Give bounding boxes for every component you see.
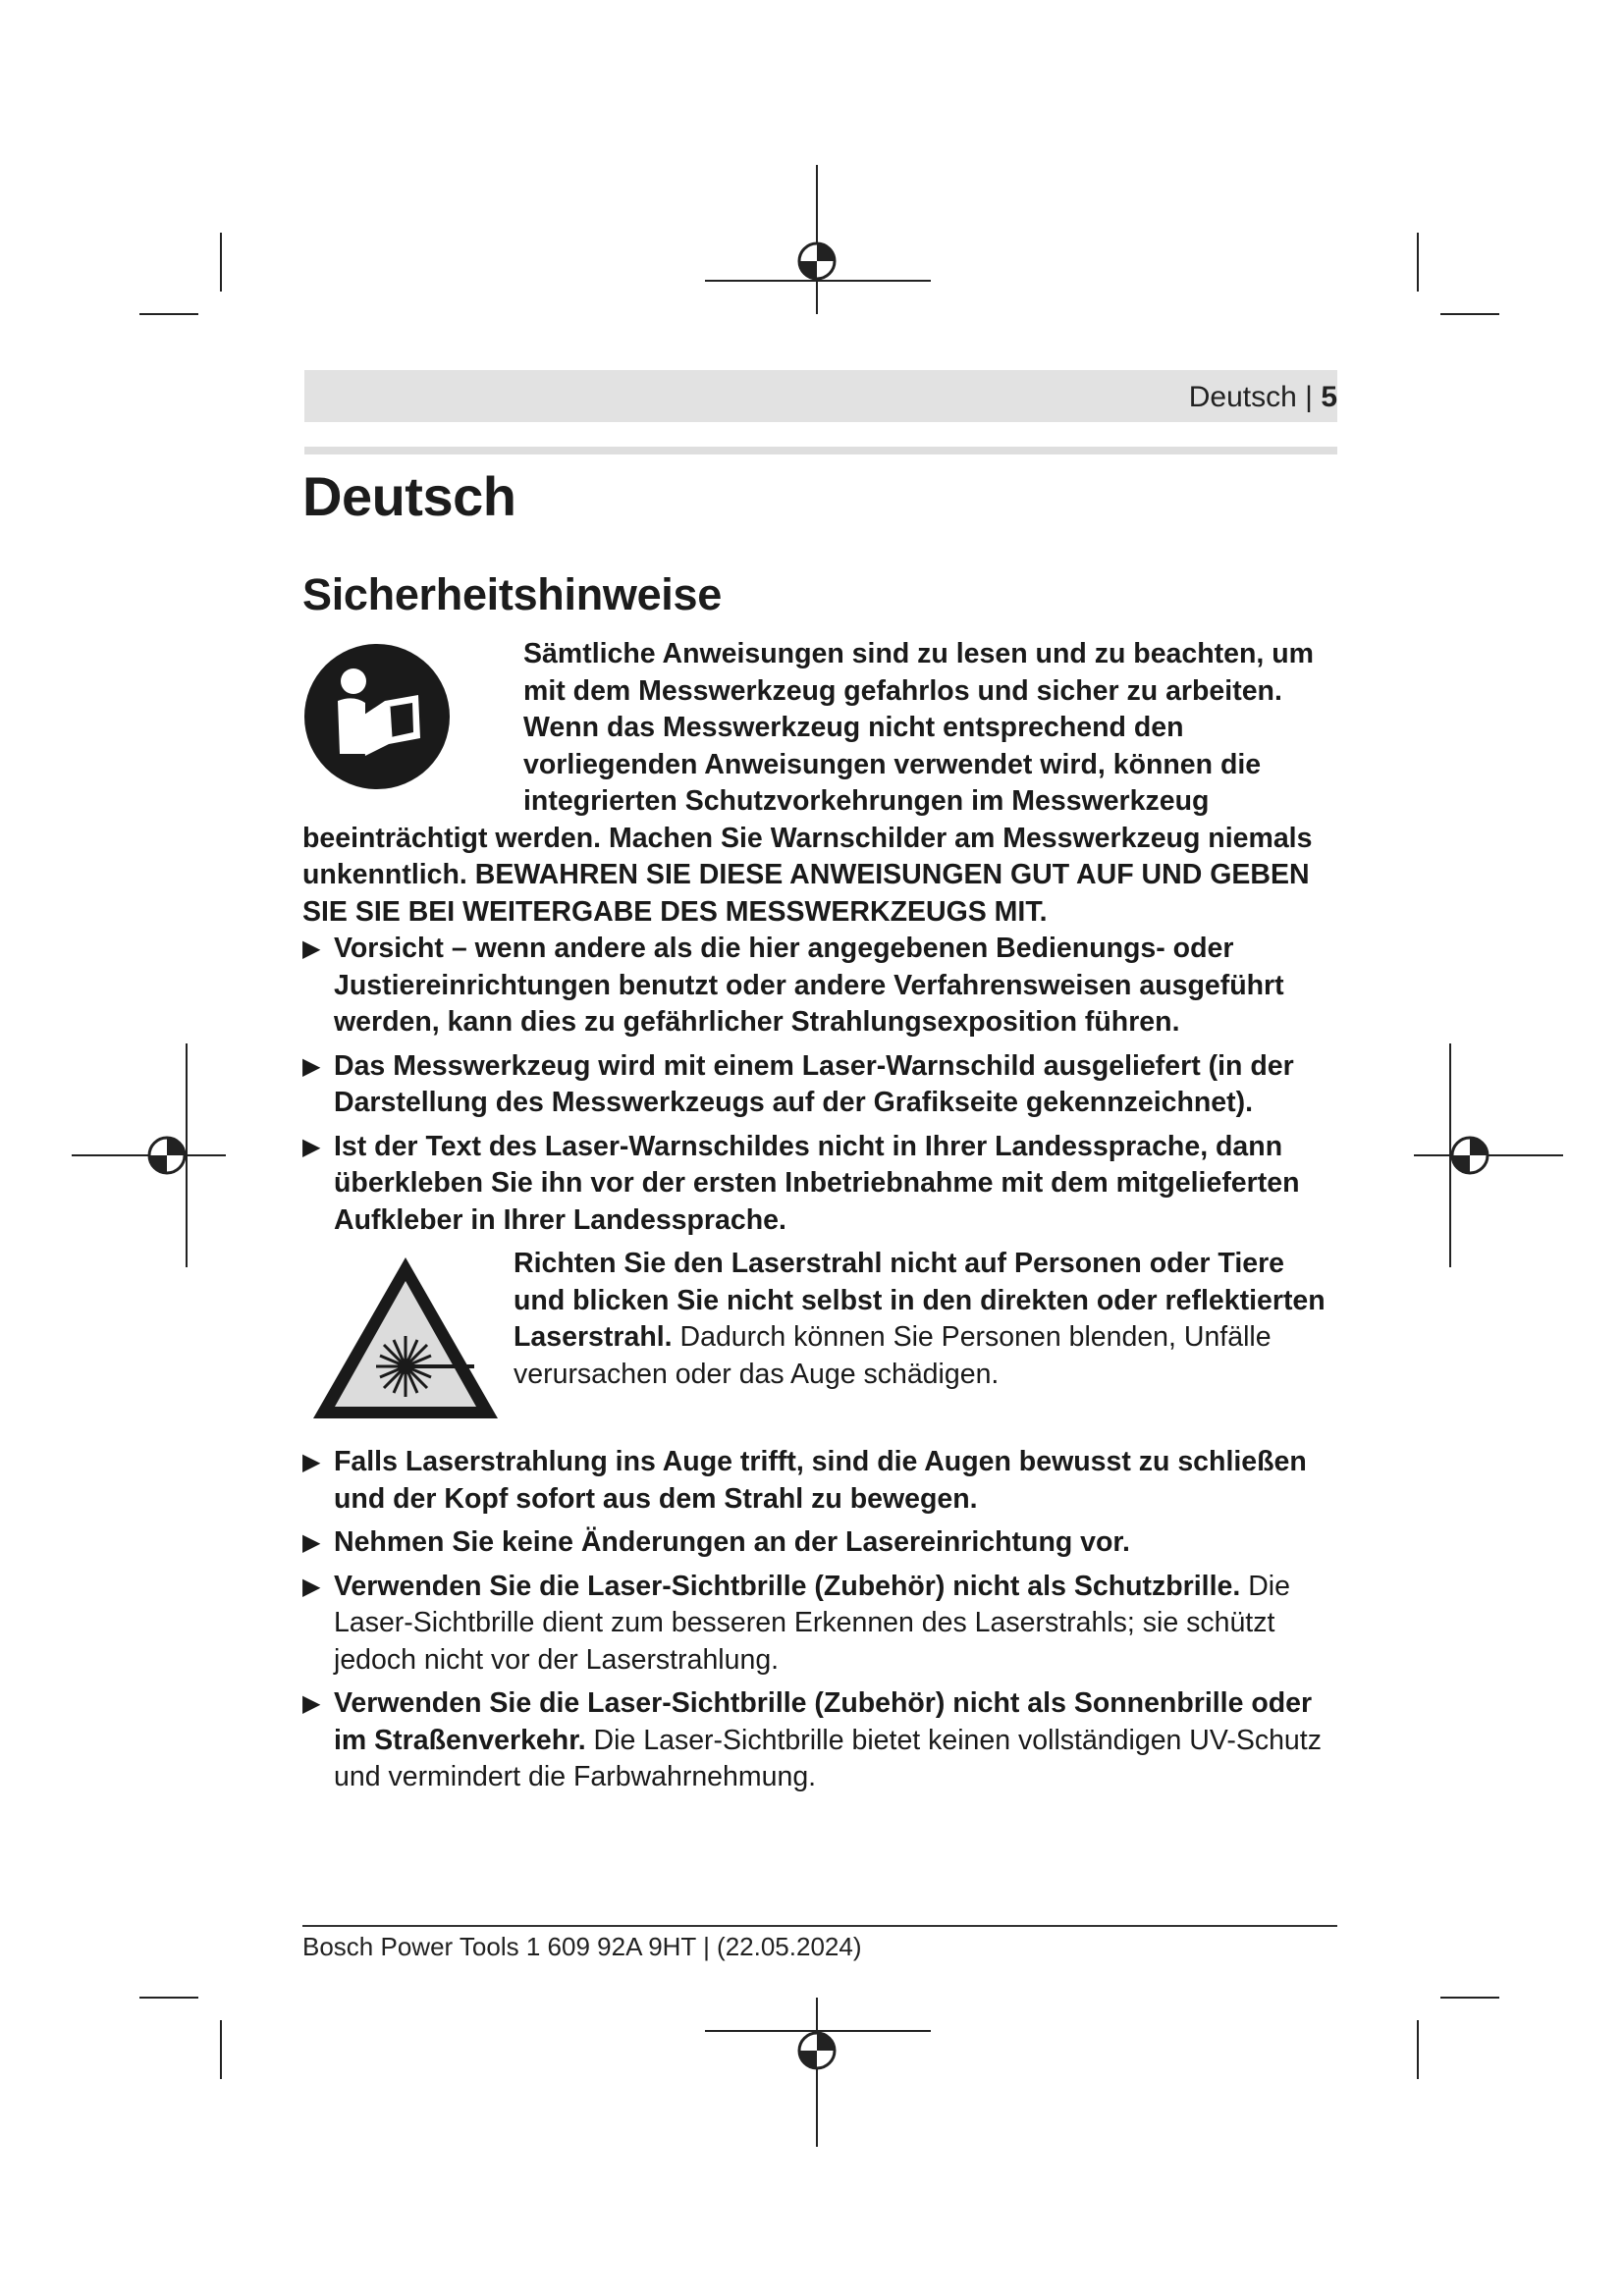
list-item bbox=[302, 1129, 1341, 1240]
page-title: Deutsch bbox=[302, 465, 516, 527]
bullet-arrow-icon: ▶ bbox=[302, 1690, 321, 1717]
laser-warning-bold: Richten Sie den Laserstrahl nicht auf Personen oder Tiere und blicken Sie nicht selbst in den direkten oder reflektierten Laserstrahl. bbox=[514, 1248, 1326, 1353]
page-footer: Bosch Power Tools 1 609 92A 9HT | (22.05.2024) bbox=[302, 1932, 862, 1961]
bullet-text-bold: Nehmen Sie keine Änderungen an der Lasereinrichtung vor. bbox=[334, 1526, 1130, 1558]
header-rule bbox=[304, 447, 1337, 454]
bullet-arrow-icon: ▶ bbox=[302, 1133, 321, 1160]
laser-warning-normal: Dadurch können Sie Personen blenden, Unfälle verursachen oder das Auge schädigen. bbox=[514, 1321, 1272, 1390]
laser-warning-block bbox=[302, 1246, 1341, 1426]
list-item bbox=[302, 931, 1341, 1041]
registration-target-right bbox=[1452, 1138, 1488, 1173]
bullet-list-a bbox=[302, 931, 1341, 1239]
bullet-text: Die Laser-Sichtbrille bietet keinen vollständigen UV-Schutz und vermindert die Farbwahrnehmung. bbox=[334, 1724, 1322, 1792]
list-item bbox=[302, 1444, 1341, 1518]
header-separator: | bbox=[1305, 381, 1313, 413]
footer-rule bbox=[302, 1925, 1337, 1927]
header-section: Deutsch bbox=[1188, 381, 1297, 413]
list-item bbox=[302, 1524, 1341, 1562]
bullet-text: Die Laser-Sichtbrille dient zum besseren Erkennen des Laserstrahls; sie schützt jedoch nicht vor der Laserstrahlung. bbox=[334, 1570, 1290, 1676]
read-manual-icon bbox=[302, 636, 523, 789]
bullet-list-b bbox=[302, 1444, 1341, 1796]
bullet-text-bold: Das Messwerkzeug wird mit einem Laser-Warnschild ausgeliefert (in der Darstellung des Messwerkzeugs auf der Grafikseite gekennzeichnet). bbox=[334, 1049, 1294, 1118]
bullet-text-bold: Verwenden Sie die Laser-Sichtbrille (Zubehör) nicht als Schutzbrille. bbox=[334, 1570, 1241, 1602]
bullet-arrow-icon: ▶ bbox=[302, 935, 321, 962]
bullet-arrow-icon: ▶ bbox=[302, 1529, 321, 1556]
bullet-arrow-icon: ▶ bbox=[302, 1449, 321, 1475]
registration-target-top bbox=[799, 243, 835, 279]
bullet-text-bold: Verwenden Sie die Laser-Sichtbrille (Zubehör) nicht als Sonnenbrille oder im Straßenverkehr. bbox=[334, 1687, 1313, 1756]
registration-target-bottom bbox=[799, 2033, 835, 2068]
list-item bbox=[302, 1048, 1341, 1122]
list-item bbox=[302, 1685, 1341, 1796]
section-heading: Sicherheitshinweise bbox=[302, 569, 722, 619]
page-number: 5 bbox=[1321, 381, 1337, 413]
safety-content bbox=[302, 636, 1341, 1803]
header-band bbox=[304, 370, 1337, 422]
running-header bbox=[1189, 381, 1337, 414]
registration-target-left bbox=[149, 1138, 185, 1173]
bullet-text-bold: Falls Laserstrahlung ins Auge trifft, sind die Augen bewusst zu schließen und der Kopf sofort aus dem Strahl zu bewegen. bbox=[334, 1446, 1307, 1515]
bullet-arrow-icon: ▶ bbox=[302, 1052, 321, 1080]
laser-warning-icon bbox=[307, 1252, 504, 1426]
intro-paragraph: Sämtliche Anweisungen sind zu lesen und zu beachten, um mit dem Messwerkzeug gefahrlos und sicher zu arbeiten. Wenn das Messwerkzeug nicht entsprechend den vorliegenden Anweisungen verwendet wird, können die integrierten Schutzvorkehrungen im Messwerkzeug beeinträchtigt werden. Machen Sie Warnschilder am Messwerkzeug niemals unkenntlich. BEWAHREN SIE DIESE ANWEISUNGEN GUT AUF UND GEBEN SIE SIE BEI WEITERGABE DES MESSWERKZEUGS MIT. bbox=[302, 638, 1314, 928]
bullet-text-bold: Ist der Text des Laser-Warnschildes nicht in Ihrer Landessprache, dann überkleben Sie ihn vor der ersten Inbetriebnahme mit dem mitgelieferten Aufkleber in Ihrer Landessprache. bbox=[334, 1130, 1300, 1236]
list-item bbox=[302, 1569, 1341, 1680]
bullet-text-bold: Vorsicht – wenn andere als die hier angegebenen Bedienungs- oder Justiereinrichtungen benutzt oder andere Verfahrensweisen ausgeführt werden, kann dies zu gefährlicher Strahlungsexposition führen. bbox=[334, 933, 1284, 1038]
bullet-arrow-icon: ▶ bbox=[302, 1573, 321, 1600]
